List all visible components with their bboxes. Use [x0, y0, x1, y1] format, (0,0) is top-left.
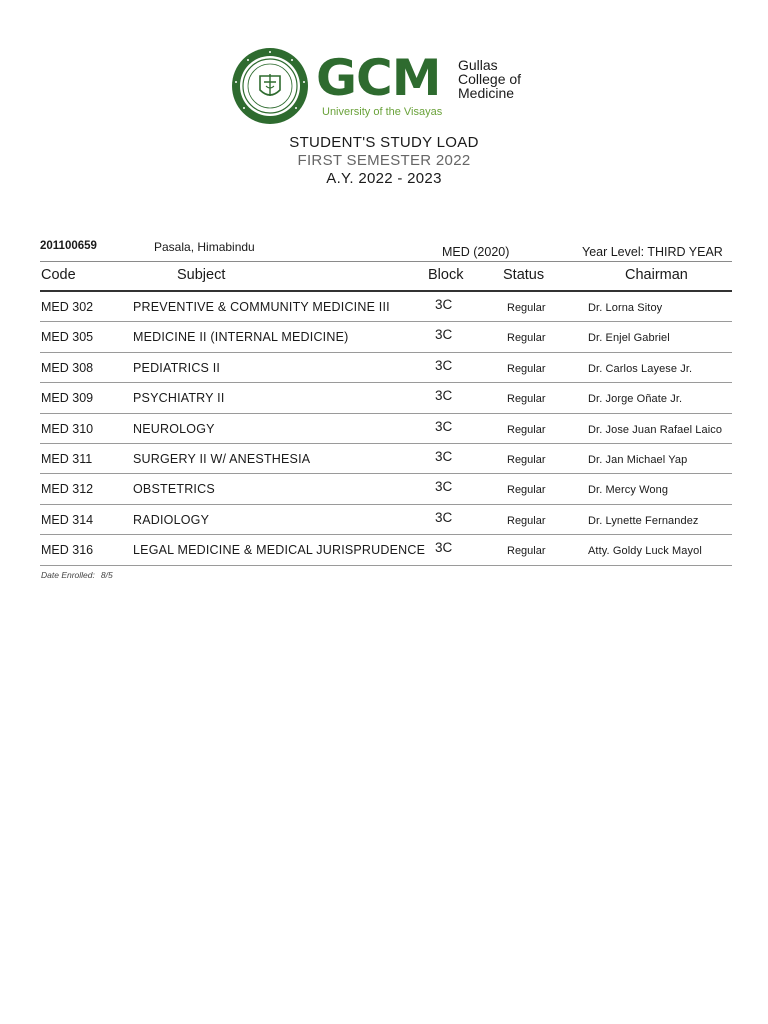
cell-subject: RADIOLOGY [133, 512, 210, 527]
cell-block: 3C [435, 418, 453, 434]
column-header-code: Code [41, 267, 76, 283]
cell-code: MED 308 [41, 360, 94, 375]
date-enrolled [41, 570, 119, 580]
college-seal-icon [230, 46, 310, 126]
cell-block: 3C [435, 540, 453, 556]
logo [230, 46, 550, 126]
student-id: 201100659 [40, 240, 97, 252]
cell-status: Regular [507, 453, 546, 466]
student-info [40, 240, 732, 262]
cell-block: 3C [435, 357, 453, 373]
cell-code: MED 309 [41, 391, 94, 406]
cell-chairman: Dr. Carlos Layese Jr. [588, 362, 693, 375]
cell-chairman: Dr. Lynette Fernandez [588, 514, 699, 527]
table-row [40, 505, 732, 535]
cell-code: MED 314 [41, 512, 94, 527]
document-heading [0, 134, 768, 188]
table-row [40, 474, 732, 504]
cell-code: MED 316 [41, 543, 94, 558]
table-row [40, 444, 732, 474]
cell-subject: PEDIATRICS II [133, 360, 221, 375]
cell-status: Regular [507, 514, 546, 527]
table-row [40, 292, 732, 322]
cell-block: 3C [435, 388, 453, 404]
cell-block: 3C [435, 448, 453, 464]
cell-status: Regular [507, 423, 546, 436]
study-load-table [40, 292, 732, 566]
cell-status: Regular [507, 484, 546, 497]
logo-tagline: University of the Visayas [322, 106, 443, 118]
logo-name-line: College of [458, 71, 522, 87]
cell-block: 3C [435, 509, 453, 525]
cell-code: MED 311 [41, 451, 93, 466]
logo-name-line: Medicine [458, 85, 515, 101]
cell-chairman: Dr. Jose Juan Rafael Laico [588, 423, 723, 436]
table-row [40, 353, 732, 383]
cell-status: Regular [507, 393, 546, 406]
cell-block: 3C [435, 297, 453, 312]
logo-acronym: GCM [316, 49, 441, 107]
cell-subject: LEGAL MEDICINE & MEDICAL JURISPRUDENCE [133, 543, 426, 558]
column-header-chairman: Chairman [625, 267, 688, 283]
cell-chairman: Dr. Jorge Oñate Jr. [588, 393, 683, 406]
cell-subject: NEUROLOGY [133, 421, 215, 436]
cell-block: 3C [435, 327, 453, 343]
column-header-subject: Subject [177, 267, 226, 283]
student-program: MED (2020) [442, 245, 510, 259]
table-row [40, 414, 732, 444]
cell-status: Regular [507, 302, 546, 314]
table-row [40, 322, 732, 352]
column-header-block: Block [428, 267, 464, 283]
cell-chairman: Dr. Lorna Sitoy [588, 302, 663, 314]
cell-code: MED 302 [41, 300, 94, 314]
cell-chairman: Dr. Enjel Gabriel [588, 332, 670, 345]
table-header [40, 266, 732, 290]
cell-subject: PSYCHIATRY II [133, 391, 225, 406]
column-header-status: Status [503, 267, 545, 283]
date-enrolled-label: Date Enrolled: [41, 570, 95, 580]
logo-name [458, 58, 521, 100]
date-enrolled-value: 8/5 [100, 570, 113, 580]
cell-code: MED 312 [41, 482, 94, 497]
divider [40, 261, 732, 262]
cell-subject: PREVENTIVE & COMMUNITY MEDICINE III [133, 300, 390, 314]
academic-year: A.Y. 2022 - 2023 [326, 170, 442, 187]
document-title: STUDENT'S STUDY LOAD [289, 134, 479, 151]
cell-subject: SURGERY II W/ ANESTHESIA [133, 451, 311, 466]
cell-status: Regular [507, 545, 546, 558]
cell-code: MED 305 [41, 330, 94, 345]
table-row [40, 535, 732, 565]
student-year-level: Year Level: THIRD YEAR [582, 245, 723, 259]
semester-label: FIRST SEMESTER 2022 [297, 152, 471, 169]
cell-chairman: Dr. Jan Michael Yap [588, 453, 688, 466]
cell-chairman: Atty. Goldy Luck Mayol [588, 545, 702, 558]
cell-subject: MEDICINE II (INTERNAL MEDICINE) [133, 330, 349, 345]
logo-name-line: Gullas [458, 57, 498, 73]
cell-subject: OBSTETRICS [133, 482, 215, 497]
cell-block: 3C [435, 479, 453, 495]
cell-code: MED 310 [41, 421, 94, 436]
student-name: Pasala, Himabindu [154, 240, 255, 254]
table-row [40, 383, 732, 413]
cell-chairman: Dr. Mercy Wong [588, 484, 669, 497]
cell-status: Regular [507, 332, 546, 345]
cell-status: Regular [507, 362, 546, 375]
